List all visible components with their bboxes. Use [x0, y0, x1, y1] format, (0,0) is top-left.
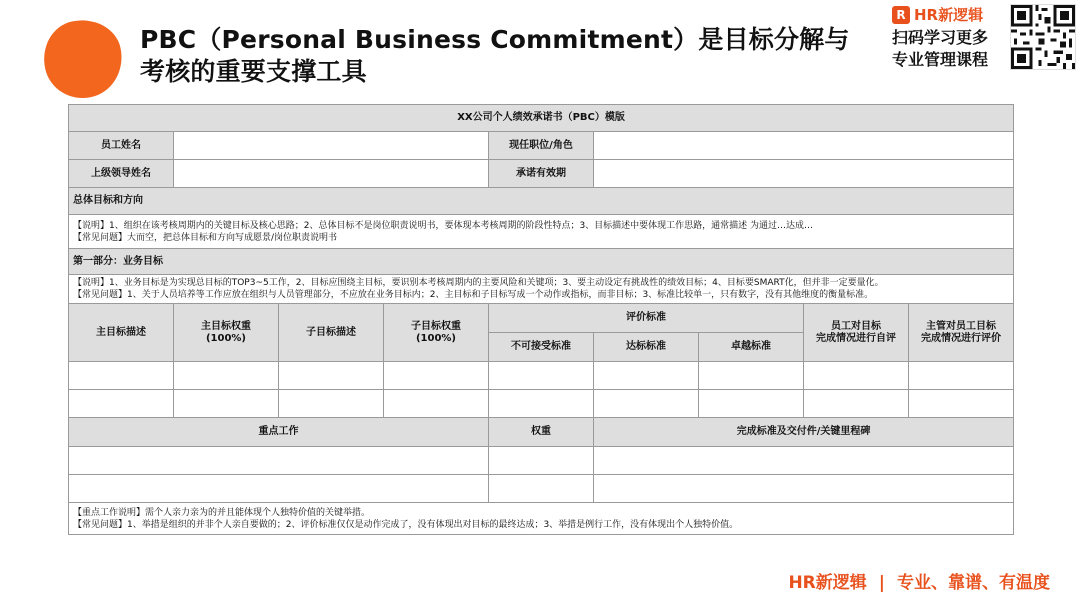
- title-line-2: 考核的重要支撑工具: [140, 57, 367, 86]
- col-main-goal-desc: 主目标描述: [69, 304, 174, 362]
- goal-cell[interactable]: [384, 390, 489, 418]
- col-main-goal-weight-l2: (100%): [205, 332, 247, 344]
- col-self-assessment-l2: 完成情况进行自评: [816, 332, 896, 344]
- goal-cell[interactable]: [69, 390, 174, 418]
- overall-note-line-1: 【说明】1、组织在该考核周期内的关键目标及核心思路；2、总体目标不是岗位职责说明书，要体现本考核周期的阶段性特点；3、目标描述中要体现工作思路，通常描述 为通过…达成…: [73, 220, 814, 231]
- page-title: [140, 24, 860, 88]
- goal-cell[interactable]: [804, 362, 909, 390]
- col-weight: 权重: [489, 418, 594, 447]
- key-work-note-row: [69, 503, 1014, 535]
- col-eval-standard: 评价标准: [489, 304, 804, 333]
- part1-note-line-2: 【常见问题】1、关于人员培养等工作应放在组织与人员管理部分，不应放在业务目标内；2、主目标和子目标写成一个动作或指标，而非目标；3、标准比较单一，只有数字，没有其他维度的衡量标准。: [73, 290, 874, 300]
- goal-cell[interactable]: [489, 362, 594, 390]
- key-work-input-row: [69, 475, 1014, 503]
- position-field[interactable]: [594, 132, 1014, 160]
- goal-cell[interactable]: [594, 362, 699, 390]
- overall-note-line-2: 【常见问题】大而空，把总体目标和方向写成愿景/岗位职责说明书: [73, 232, 338, 243]
- goals-input-row: [69, 390, 1014, 418]
- form-title-row: [69, 105, 1014, 132]
- brand-header: [892, 4, 983, 25]
- col-sub-goal-weight: [384, 304, 489, 362]
- part1-heading-row: [69, 249, 1014, 275]
- col-manager-assessment-l1: 主管对员工目标: [926, 320, 997, 332]
- col-unacceptable: 不可接受标准: [489, 333, 594, 362]
- validity-period-field[interactable]: [594, 160, 1014, 188]
- goal-cell[interactable]: [594, 390, 699, 418]
- title-line-1: PBC（Personal Business Commitment）是目标分解与: [140, 25, 850, 54]
- part1-note-line-1: 【说明】1、业务目标是为实现总目标的TOP3~5工作，2、目标应围绕主目标，要识别本考核周期内的主要风险和关键项；3、要主动设定有挑战性的绩效目标；4、目标要SMART化，但并非一定要量化。: [73, 278, 884, 288]
- leader-name-label: 上级领导姓名: [69, 160, 174, 188]
- goal-cell[interactable]: [279, 362, 384, 390]
- goal-cell[interactable]: [699, 390, 804, 418]
- goals-input-row: [69, 362, 1014, 390]
- col-self-assessment: [804, 304, 909, 362]
- goal-cell[interactable]: [174, 390, 279, 418]
- orange-blob-decoration: [37, 13, 130, 106]
- footer-brand: HR新逻辑: [788, 573, 867, 593]
- col-sub-goal-weight-l2: (100%): [415, 332, 457, 344]
- goal-cell[interactable]: [699, 362, 804, 390]
- col-self-assessment-l1: 员工对目标: [831, 320, 881, 332]
- footer-slogan: 专业、靠谱、有温度: [897, 573, 1050, 593]
- key-work-note-line-1: 【重点工作说明】需个人亲力亲为的并且能体现个人独特价值的关键举措。: [73, 507, 371, 518]
- col-sub-goal-weight-l1: 子目标权重: [411, 320, 461, 332]
- col-manager-assessment: [909, 304, 1014, 362]
- goal-cell[interactable]: [384, 362, 489, 390]
- validity-period-label: 承诺有效期: [489, 160, 594, 188]
- info-row-leader: [69, 160, 1014, 188]
- goals-header-row-1: [69, 304, 1014, 333]
- milestone-cell[interactable]: [594, 475, 1014, 503]
- key-work-input-row: [69, 447, 1014, 475]
- col-standard: 达标标准: [594, 333, 699, 362]
- key-work-cell[interactable]: [69, 475, 489, 503]
- weight-cell[interactable]: [489, 475, 594, 503]
- key-work-header-row: [69, 418, 1014, 447]
- footer-tagline: [788, 568, 1050, 593]
- employee-name-field[interactable]: [174, 132, 489, 160]
- col-excellent: 卓越标准: [699, 333, 804, 362]
- col-sub-goal-desc: 子目标描述: [279, 304, 384, 362]
- weight-cell[interactable]: [489, 447, 594, 475]
- goal-cell[interactable]: [804, 390, 909, 418]
- employee-name-label: 员工姓名: [69, 132, 174, 160]
- key-work-cell[interactable]: [69, 447, 489, 475]
- brand-logo-icon: R: [892, 6, 910, 24]
- info-row-employee: [69, 132, 1014, 160]
- overall-goal-notes: [69, 215, 1014, 249]
- business-goal-notes: [69, 275, 1014, 304]
- overall-goal-heading: 总体目标和方向: [69, 188, 1014, 215]
- brand-promo-line-2: 专业管理课程: [892, 50, 989, 69]
- brand-name: HR新逻辑: [914, 6, 984, 24]
- goal-cell[interactable]: [69, 362, 174, 390]
- overall-note-row: [69, 215, 1014, 249]
- brand-promo-line-1: 扫码学习更多: [892, 28, 989, 47]
- key-work-note-line-2: 【常见问题】1、举措是组织的并非个人亲自要做的；2、评价标准仅仅是动作完成了，没有体现出对目标的最终达成；3、举措是例行工作，没有体现出个人独特价值。: [73, 519, 739, 530]
- pbc-form-table: [68, 104, 1014, 535]
- col-main-goal-weight: [174, 304, 279, 362]
- col-key-work: 重点工作: [69, 418, 489, 447]
- position-label: 现任职位/角色: [489, 132, 594, 160]
- goal-cell[interactable]: [174, 362, 279, 390]
- goal-cell[interactable]: [909, 390, 1014, 418]
- key-work-notes: [69, 503, 1014, 535]
- footer-separator: |: [878, 573, 885, 593]
- goal-cell[interactable]: [489, 390, 594, 418]
- milestone-cell[interactable]: [594, 447, 1014, 475]
- brand-promo: [892, 27, 988, 71]
- overall-heading-row: [69, 188, 1014, 215]
- goal-cell[interactable]: [279, 390, 384, 418]
- qr-code-icon[interactable]: [1010, 4, 1076, 70]
- col-main-goal-weight-l1: 主目标权重: [201, 320, 251, 332]
- form-title: XX公司个人绩效承诺书（PBC）模版: [69, 105, 1014, 132]
- leader-name-field[interactable]: [174, 160, 489, 188]
- part1-note-row: [69, 275, 1014, 304]
- goal-cell[interactable]: [909, 362, 1014, 390]
- business-goal-heading: 第一部分：业务目标: [69, 249, 1014, 275]
- pbc-form: [68, 104, 1013, 535]
- col-milestones: 完成标准及交付件/关键里程碑: [594, 418, 1014, 447]
- col-manager-assessment-l2: 完成情况进行评价: [921, 332, 1002, 344]
